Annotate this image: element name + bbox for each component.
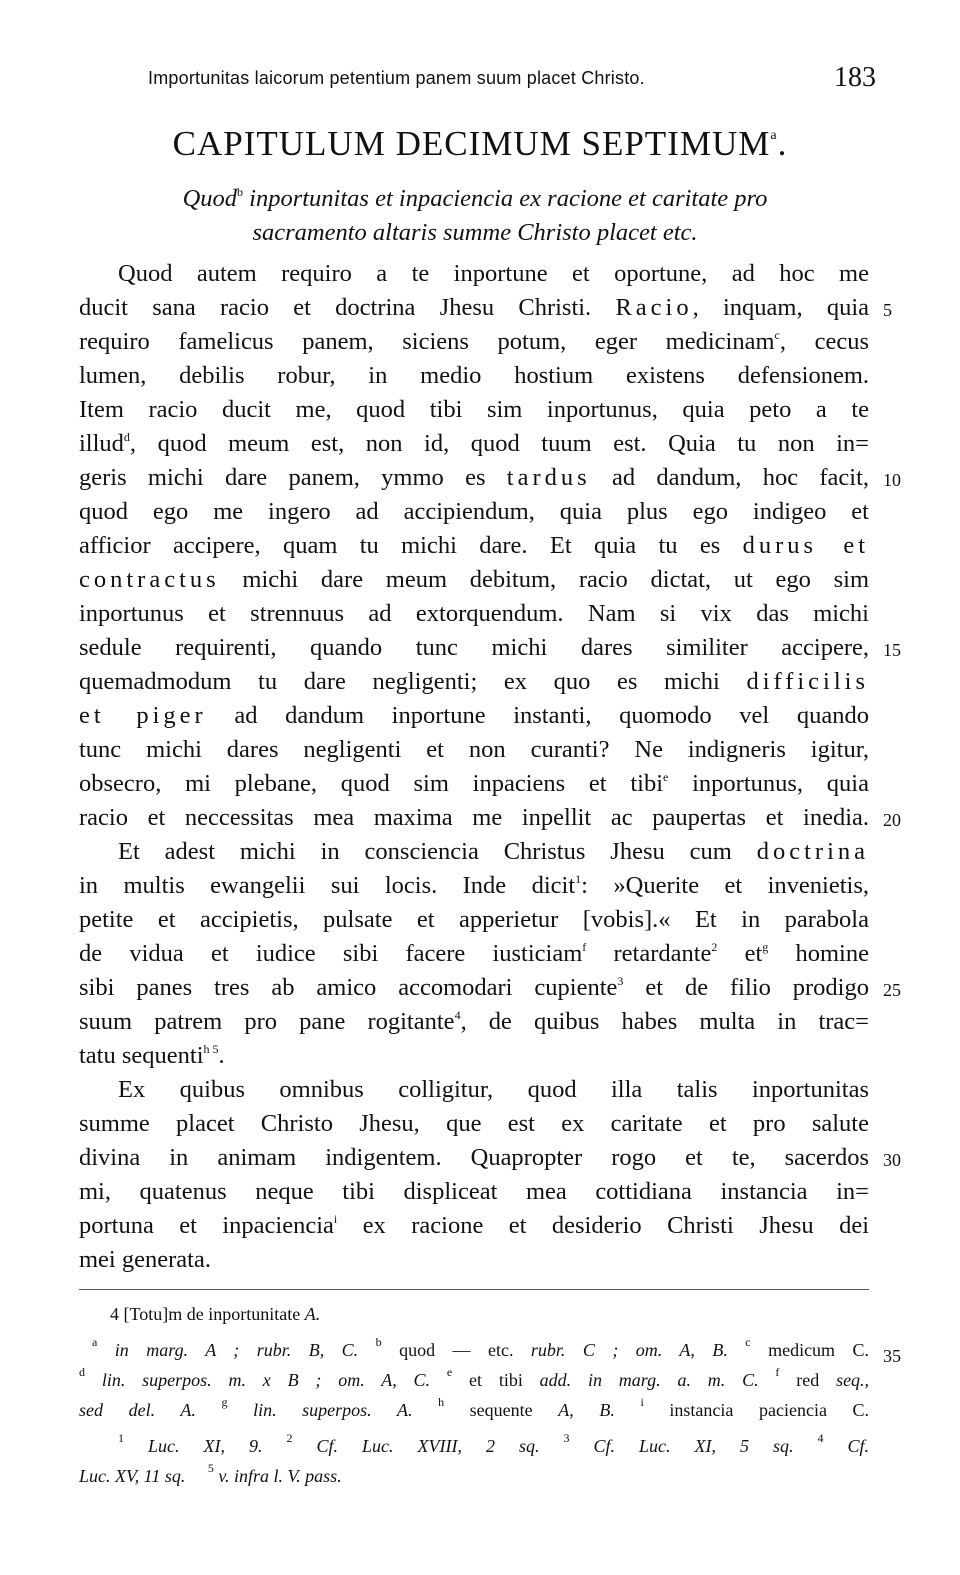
body-line: mei generata. [79,1246,211,1273]
footnote-line: sed del. A. $^g$ lin. superpos. A. $^h$ sequente A, B. $^i$ instancia paciencia C. [79,1395,870,1420]
footnote-marker: d [123,430,130,444]
line-number: 5 [883,300,892,320]
body-line: divina in animam indigentem. Quapropter rogo et te, sacerdos [79,1144,869,1171]
line-number: 20 [883,810,901,830]
body-line: et piger ad dandum inportune instanti, quomodo vel quando [79,702,870,729]
spaced-word: difficilis [746,668,870,695]
footnote-rule [79,1289,869,1290]
body-line: lumen, debilis robur, in medio hostium existens defensionem. [79,362,869,389]
line-number: 25 [883,980,901,1000]
running-title: Importunitas laicorum petentium panem suum placet Christo. [148,68,645,88]
body-line: sibi panes tres ab amico accomodari cupiente$^3$ et de filio prodigo [79,974,869,1001]
body-line: Item racio ducit me, quod tibi sim inportunus, quia peto a te [79,396,869,423]
footnote-marker: g [221,1395,228,1409]
footnote-line: $^d$ lin. superpos. m. x B ; om. A, C. $^e$ et tibi add. in marg. a. m. C. $^f$ red seq., [79,1365,870,1390]
footnote-marker: h [438,1395,445,1409]
footnote-marker: 4 [454,1008,461,1022]
footnote-marker: f [775,1365,780,1379]
spaced-word: contractus [79,566,220,593]
spaced-word: tardus [506,464,591,491]
body-line: in multis ewangelii sui locis. Inde dicit$^1$: »Querite et invenietis, [79,872,870,899]
footnote-marker: g [762,940,769,954]
page-number: 183 [834,62,876,93]
footnote-marker: h 5 [203,1042,219,1056]
footnote-marker: b [375,1335,382,1349]
subtitle-line-2: sacramento altaris summe Christo placet etc. [252,219,698,246]
body-line: geris michi dare panem, ymmo es tardus ad dandum, hoc facit, [79,464,870,491]
body-line: illud$^d$, quod meum est, non id, quod tuum est. Quia tu non in= [79,430,869,457]
body-line: quemadmodum tu dare negligenti; ex quo es michi difficilis [79,668,870,695]
chapter-subtitle [80,182,870,250]
body-line: sedule requirenti, quando tunc michi dares similiter accipere, [79,634,869,661]
body-line: petite et accipietis, pulsate et apperietur [vobis].« Et in parabola [79,906,869,933]
footnote-line: $^a$ in marg. A ; rubr. B, C. $^b$ quod — etc. rubr. C ; om. A, B. $^c$ medicum C. [92,1335,870,1360]
body-line: portuna et inpaciencia$^i$ ex racione et desiderio Christi Jhesu dei [79,1212,869,1239]
footnote-marker: c [745,1335,751,1349]
line-number: 30 [883,1150,901,1170]
subtitle-text: Quod [182,185,238,212]
footnote-marker: i [640,1395,644,1409]
footnote-marker: 4 [817,1431,824,1445]
footnote-marker: e [446,1365,453,1379]
body-line: racio et neccessitas mea maxima me inpellit ac paupertas et inedia. [79,804,869,831]
footnote-marker: f [582,940,587,954]
subtitle-line-1 [80,182,870,216]
footnote-line: $^1$ Luc. XI, 9. $^2$ Cf. Luc. XVIII, 2 sq. $^3$ Cf. Luc. XI, 5 sq. $^4$ Cf. [118,1431,869,1456]
body-line: quod ego me ingero ad accipiendum, quia plus ego indigeo et [79,498,869,525]
chapter-title-text: CAPITULUM DECIMUM SEPTIMUM [172,124,771,163]
spaced-word: durus et [742,532,870,559]
footnote-marker: 1 [575,872,582,886]
body-line: ducit sana racio et doctrina Jhesu Christi. Racio, inquam, quia [79,294,870,321]
footnote-marker: 5 [207,1461,214,1475]
footnote-line: Luc. XV, 11 sq. $^5$ v. infra l. V. pass. [79,1461,342,1486]
line-number: 15 [883,640,901,660]
body-line: Quod autem requiro a te inportune et oportune, ad hoc me [118,260,869,287]
line-number: 10 [883,470,901,490]
footnote-marker: 1 [118,1431,124,1445]
body-line: tunc michi dares negligenti et non curanti? Ne indigneris igitur, [79,736,869,763]
body-line: tatu sequenti$^{h 5}$. [79,1042,225,1069]
footnote-line: 4 [Totu]m de inportunitate A. [110,1304,321,1324]
footnote-marker: d [79,1365,85,1379]
body-line: requiro famelicus panem, siciens potum, eger medicinam$^c$, cecus [79,328,869,355]
footnote-marker: b [237,185,244,199]
line-number: 35 [883,1346,901,1366]
footnote-marker: 3 [563,1431,570,1445]
footnote-marker: e [663,770,669,784]
body-line: Et adest michi in consciencia Christus Jhesu cum doctrina [118,838,870,865]
footnote-marker: i [333,1212,338,1226]
footnote-marker: a [92,1335,98,1349]
body-line: summe placet Christo Jhesu, que est ex caritate et pro salute [79,1110,869,1137]
footnote-marker: c [774,328,780,342]
body-line: mi, quatenus neque tibi displiceat mea cottidiana instancia in= [79,1178,869,1205]
chapter-title: CAPITULUM DECIMUM SEPTIMUM$^a$. [172,124,788,163]
subtitle-text: inportunitas et inpaciencia ex racione et caritate pro [243,185,768,212]
spaced-word: et piger [79,702,207,729]
body-line: inportunus et strennuus ad extorquendum. Nam si vix das michi [79,600,869,627]
body-line: Ex quibus omnibus colligitur, quod illa talis inportunitas [118,1076,869,1103]
footnote-marker: 2 [711,940,718,954]
body-line: obsecro, mi plebane, quod sim inpaciens et tibi$^e$ inportunus, quia [79,770,869,797]
body-line: de vidua et iudice sibi facere iusticiam$^f$ retardante$^2$ et$^g$ homine [79,940,869,967]
body-line: suum patrem pro pane rogitante$^4$, de quibus habes multa in trac= [79,1008,869,1035]
spaced-word: Racio [615,294,693,321]
chapter-title-note: a [770,128,778,143]
body-line: contractus michi dare meum debitum, racio dictat, ut ego sim [79,566,870,593]
spaced-word: doctrina [756,838,870,865]
running-head [148,64,876,98]
footnote-marker: 2 [286,1431,293,1445]
body-line: afficior accipere, quam tu michi dare. Et quia tu es durus et [79,532,870,559]
footnote-marker: 3 [617,974,624,988]
